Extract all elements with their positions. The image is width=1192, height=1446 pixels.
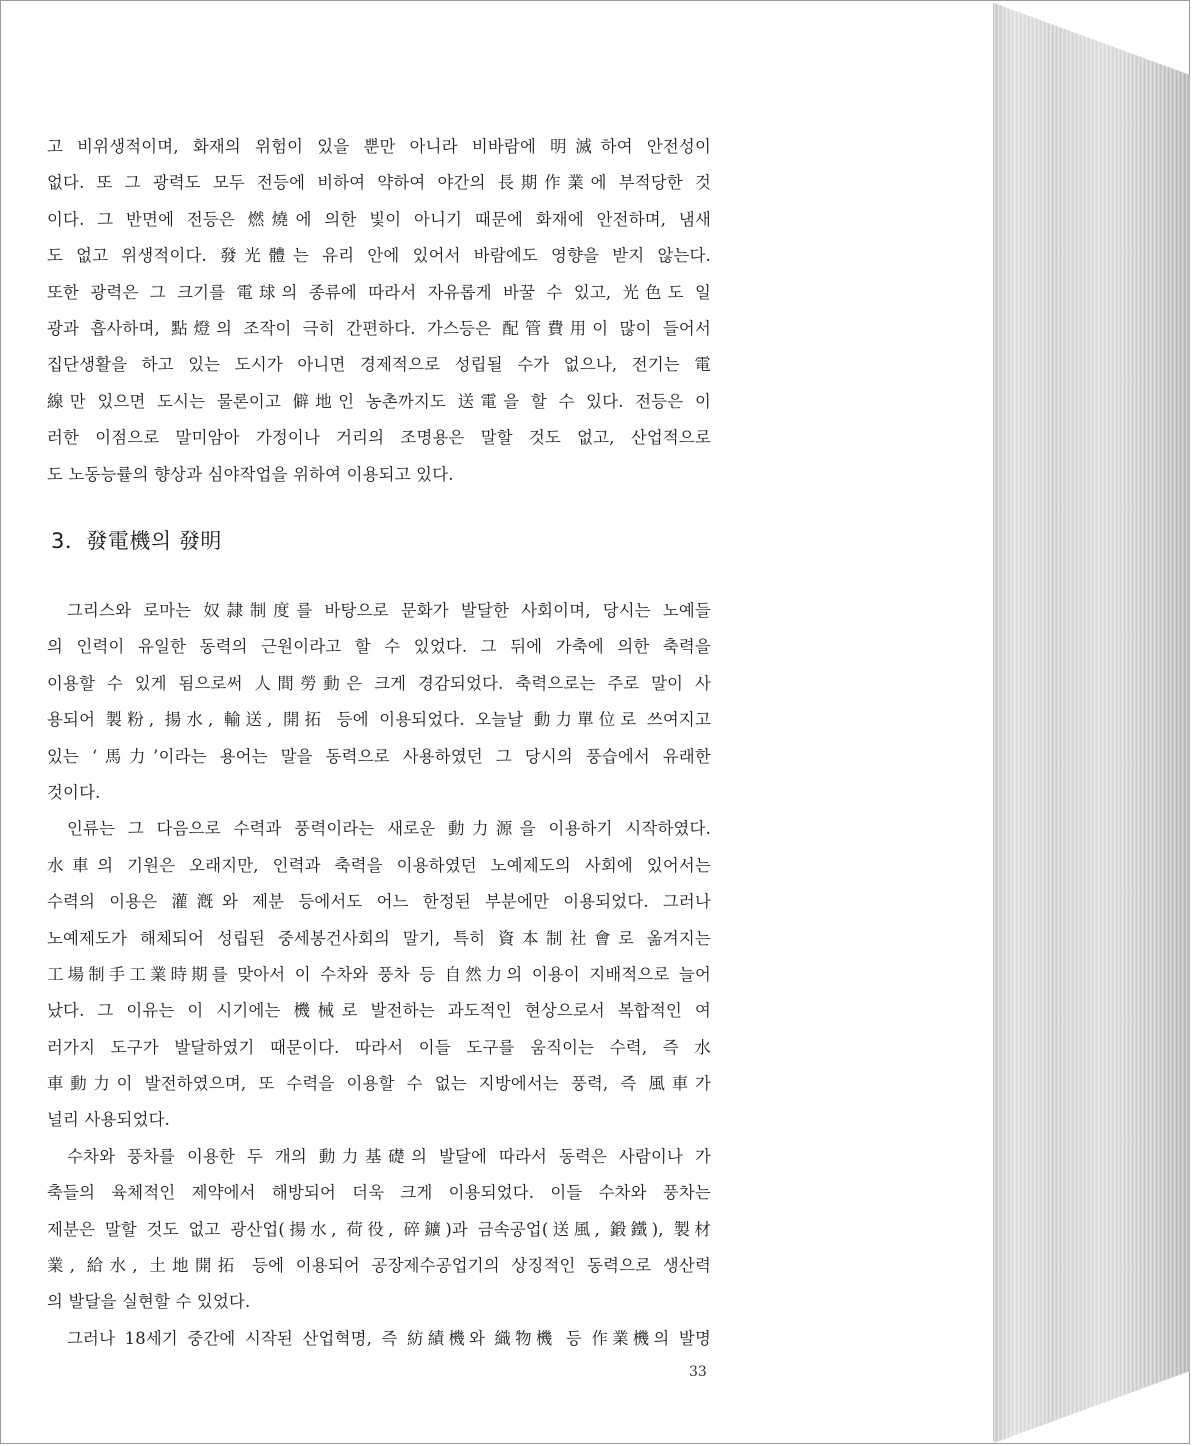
text-line: 있는 ‘馬力’이라는 용어는 말을 동력으로 사용하였던 그 당시의 풍습에서 유래한 [47, 746, 711, 766]
text-line: 널리 사용되었다. [47, 1110, 171, 1130]
text-line: 수차와 풍차를 이용한 두 개의 動力基礎의 발달에 따라서 동력은 사람이나 가 [67, 1146, 711, 1166]
text-line: 도 노동능률의 향상과 심야작업을 위하여 이용되고 있다. [47, 464, 454, 484]
section-heading: 3．發電機의 發明 [51, 529, 222, 553]
text-line: 제분은 말할 것도 없고 광산업(揚水, 荷役, 碎鑛)과 금속공업(送風, 鍛鐵), 製材 [47, 1219, 711, 1239]
body-text [47, 593, 711, 1357]
paragraph-1 [47, 129, 711, 493]
text-line: 도 없고 위생적이다. 發光體는 유리 안에 있어서 바람에도 영향을 받지 않는다. [47, 246, 711, 266]
text-line: 水車의 기원은 오래지만, 인력과 축력을 이용하였던 노예제도의 사회에 있어서는 [47, 855, 711, 875]
text-line: 의 인력이 유일한 동력의 근원이라고 할 수 있었다. 그 뒤에 가축에 의한 축력을 [47, 637, 711, 657]
book-page [3, 3, 994, 1441]
text-line: 것이다. [47, 782, 101, 802]
text-line: 業, 給水, 土地開拓 등에 이용되어 공장제수공업기의 상징적인 동력으로 생산력 [47, 1256, 711, 1276]
text-line: 그리스와 로마는 奴隷制度를 바탕으로 문화가 발달한 사회이며, 당시는 노예들 [67, 601, 711, 620]
text-line: 노예제도가 해체되어 성립된 중세봉건사회의 말기, 특히 資本制社會로 옮겨지는 [47, 928, 711, 948]
text-line: 광과 흡사하며, 點燈의 조작이 극히 간편하다. 가스등은 配管費用이 많이 들어서 [47, 318, 711, 338]
text-line: 축들의 육체적인 제약에서 해방되어 더욱 크게 이용되었다. 이들 수차와 풍차는 [47, 1183, 711, 1203]
text-line: 났다. 그 이유는 이 시기에는 機械로 발전하는 과도적인 현상으로서 복합적인 여 [47, 1001, 711, 1021]
text-line: 이용할 수 있게 됨으로써 人間勞動은 크게 경감되었다. 축력으로는 주로 말이 사 [47, 673, 711, 693]
text-line: 線만 있으면 도시는 물론이고 僻地인 농촌까지도 送電을 할 수 있다. 전등은 이 [47, 391, 711, 411]
page-number: 33 [689, 1364, 707, 1380]
text-line: 그러나 18세기 중간에 시작된 산업혁명, 즉 紡績機와 織物機 등 作業機의 발명 [67, 1328, 711, 1348]
text-line: 이다. 그 반면에 전등은 燃燒에 의한 빛이 아니기 때문에 화재에 안전하며, 냄새 [47, 209, 711, 229]
book-page-edge [994, 3, 1190, 1443]
text-line: 인류는 그 다음으로 수력과 풍력이라는 새로운 動力源을 이용하기 시작하였다. [67, 819, 711, 839]
text-line: 또한 광력은 그 크기를 電球의 종류에 따라서 자유롭게 바꿀 수 있고, 光色도 일 [47, 282, 711, 302]
text-line: 집단생활을 하고 있는 도시가 아니면 경제적으로 성립될 수가 없으나, 전기는 電 [47, 355, 711, 375]
text-line: 工場制手工業時期를 맞아서 이 수차와 풍차 등 自然力의 이용이 지배적으로 늘어 [47, 964, 711, 984]
text-line: 수력의 이용은 灌漑와 제분 등에서도 어느 한정된 부분에만 이용되었다. 그러나 [47, 892, 711, 912]
text-line: 없다. 또 그 광력도 모두 전등에 비하여 약하여 야간의 長期作業에 부적당한 것 [47, 173, 711, 193]
text-line: 고 비위생적이며, 화재의 위험이 있을 뿐만 아니라 비바람에 明滅하여 안전성이 [47, 137, 711, 156]
text-line: 러한 이점으로 말미암아 가정이나 거리의 조명용은 말할 것도 없고, 산업적으로 [47, 428, 711, 448]
text-line: 러가지 도구가 발달하였기 때문이다. 따라서 이들 도구를 움직이는 수력, 즉 水 [47, 1037, 711, 1057]
text-line: 용되어 製粉, 揚水, 輸送, 開拓 등에 이용되었다. 오늘날 動力單位로 쓰여지고 [47, 710, 711, 730]
text-line: 車動力이 발전하였으며, 또 수력을 이용할 수 없는 지방에서는 풍력, 즉 風車가 [47, 1074, 711, 1094]
text-line: 의 발달을 실현할 수 있었다. [47, 1292, 251, 1312]
